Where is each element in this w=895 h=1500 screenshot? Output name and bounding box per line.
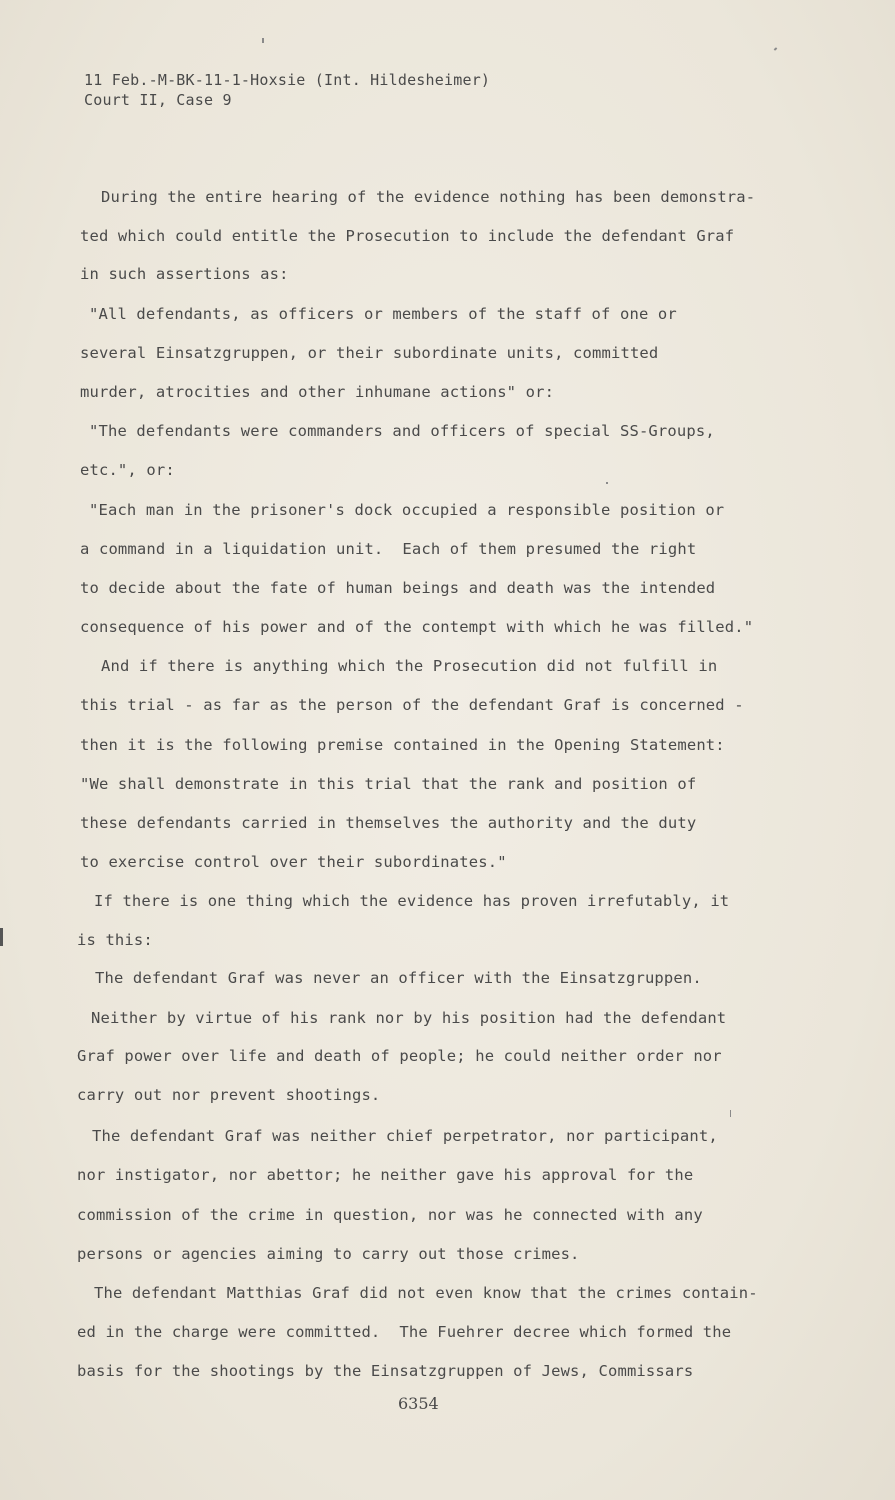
body-line: ted which could entitle the Prosecution to include the defendant Graf [80,227,735,245]
scan-speck [774,47,778,50]
body-line: consequence of his power and of the contempt with which he was filled." [80,618,754,636]
body-line: to decide about the fate of human beings and death was the intended [80,579,716,597]
body-line: etc.", or: [80,461,175,479]
body-line: murder, atrocities and other inhumane actions" or: [80,383,555,401]
body-line: commission of the crime in question, nor was he connected with any [77,1206,703,1224]
body-line: these defendants carried in themselves the authority and the duty [80,814,697,832]
body-line: in such assertions as: [80,265,289,283]
body-line: a command in a liquidation unit. Each of them presumed the right [80,540,697,558]
page-number: 6354 [398,1394,439,1413]
scan-speck [730,1110,731,1117]
body-line: "The defendants were commanders and officers of special SS-Groups, [89,422,715,440]
body-line: basis for the shootings by the Einsatzgruppen of Jews, Commissars [77,1362,694,1380]
document-header [84,70,490,110]
body-line: Graf power over life and death of people; he could neither order nor [77,1047,722,1065]
body-line: The defendant Graf was never an officer with the Einsatzgruppen. [95,969,702,987]
scan-speck [606,482,608,484]
scan-edge-mark [0,928,3,946]
body-line: persons or agencies aiming to carry out those crimes. [77,1245,580,1263]
body-line: During the entire hearing of the evidence nothing has been demonstra- [101,188,756,206]
body-line: to exercise control over their subordinates." [80,853,507,871]
body-line: ed in the charge were committed. The Fuehrer decree which formed the [77,1323,732,1341]
header-session-line: 11 Feb.-M-BK-11-1-Hoxsie (Int. Hildesheimer) [84,71,491,89]
body-line: nor instigator, nor abettor; he neither gave his approval for the [77,1166,694,1184]
body-line: Neither by virtue of his rank nor by his position had the defendant [91,1009,727,1027]
body-line: several Einsatzgruppen, or their subordinate units, committed [80,344,659,362]
body-line: "We shall demonstrate in this trial that the rank and position of [80,775,697,793]
body-line: carry out nor prevent shootings. [77,1086,381,1104]
body-line: "Each man in the prisoner's dock occupied a responsible position or [89,501,725,519]
body-line: is this: [77,931,153,949]
body-line: If there is one thing which the evidence has proven irrefutably, it [94,892,730,910]
body-line: this trial - as far as the person of the defendant Graf is concerned - [80,696,744,714]
scan-speck [262,38,264,43]
header-court-line: Court II, Case 9 [84,91,232,109]
body-line: The defendant Matthias Graf did not even know that the crimes contain- [94,1284,758,1302]
body-line: then it is the following premise contained in the Opening Statement: [80,736,725,754]
body-line: "All defendants, as officers or members of the staff of one or [89,305,677,323]
body-line: And if there is anything which the Prosecution did not fulfill in [101,657,718,675]
body-line: The defendant Graf was neither chief perpetrator, nor participant, [92,1127,718,1145]
